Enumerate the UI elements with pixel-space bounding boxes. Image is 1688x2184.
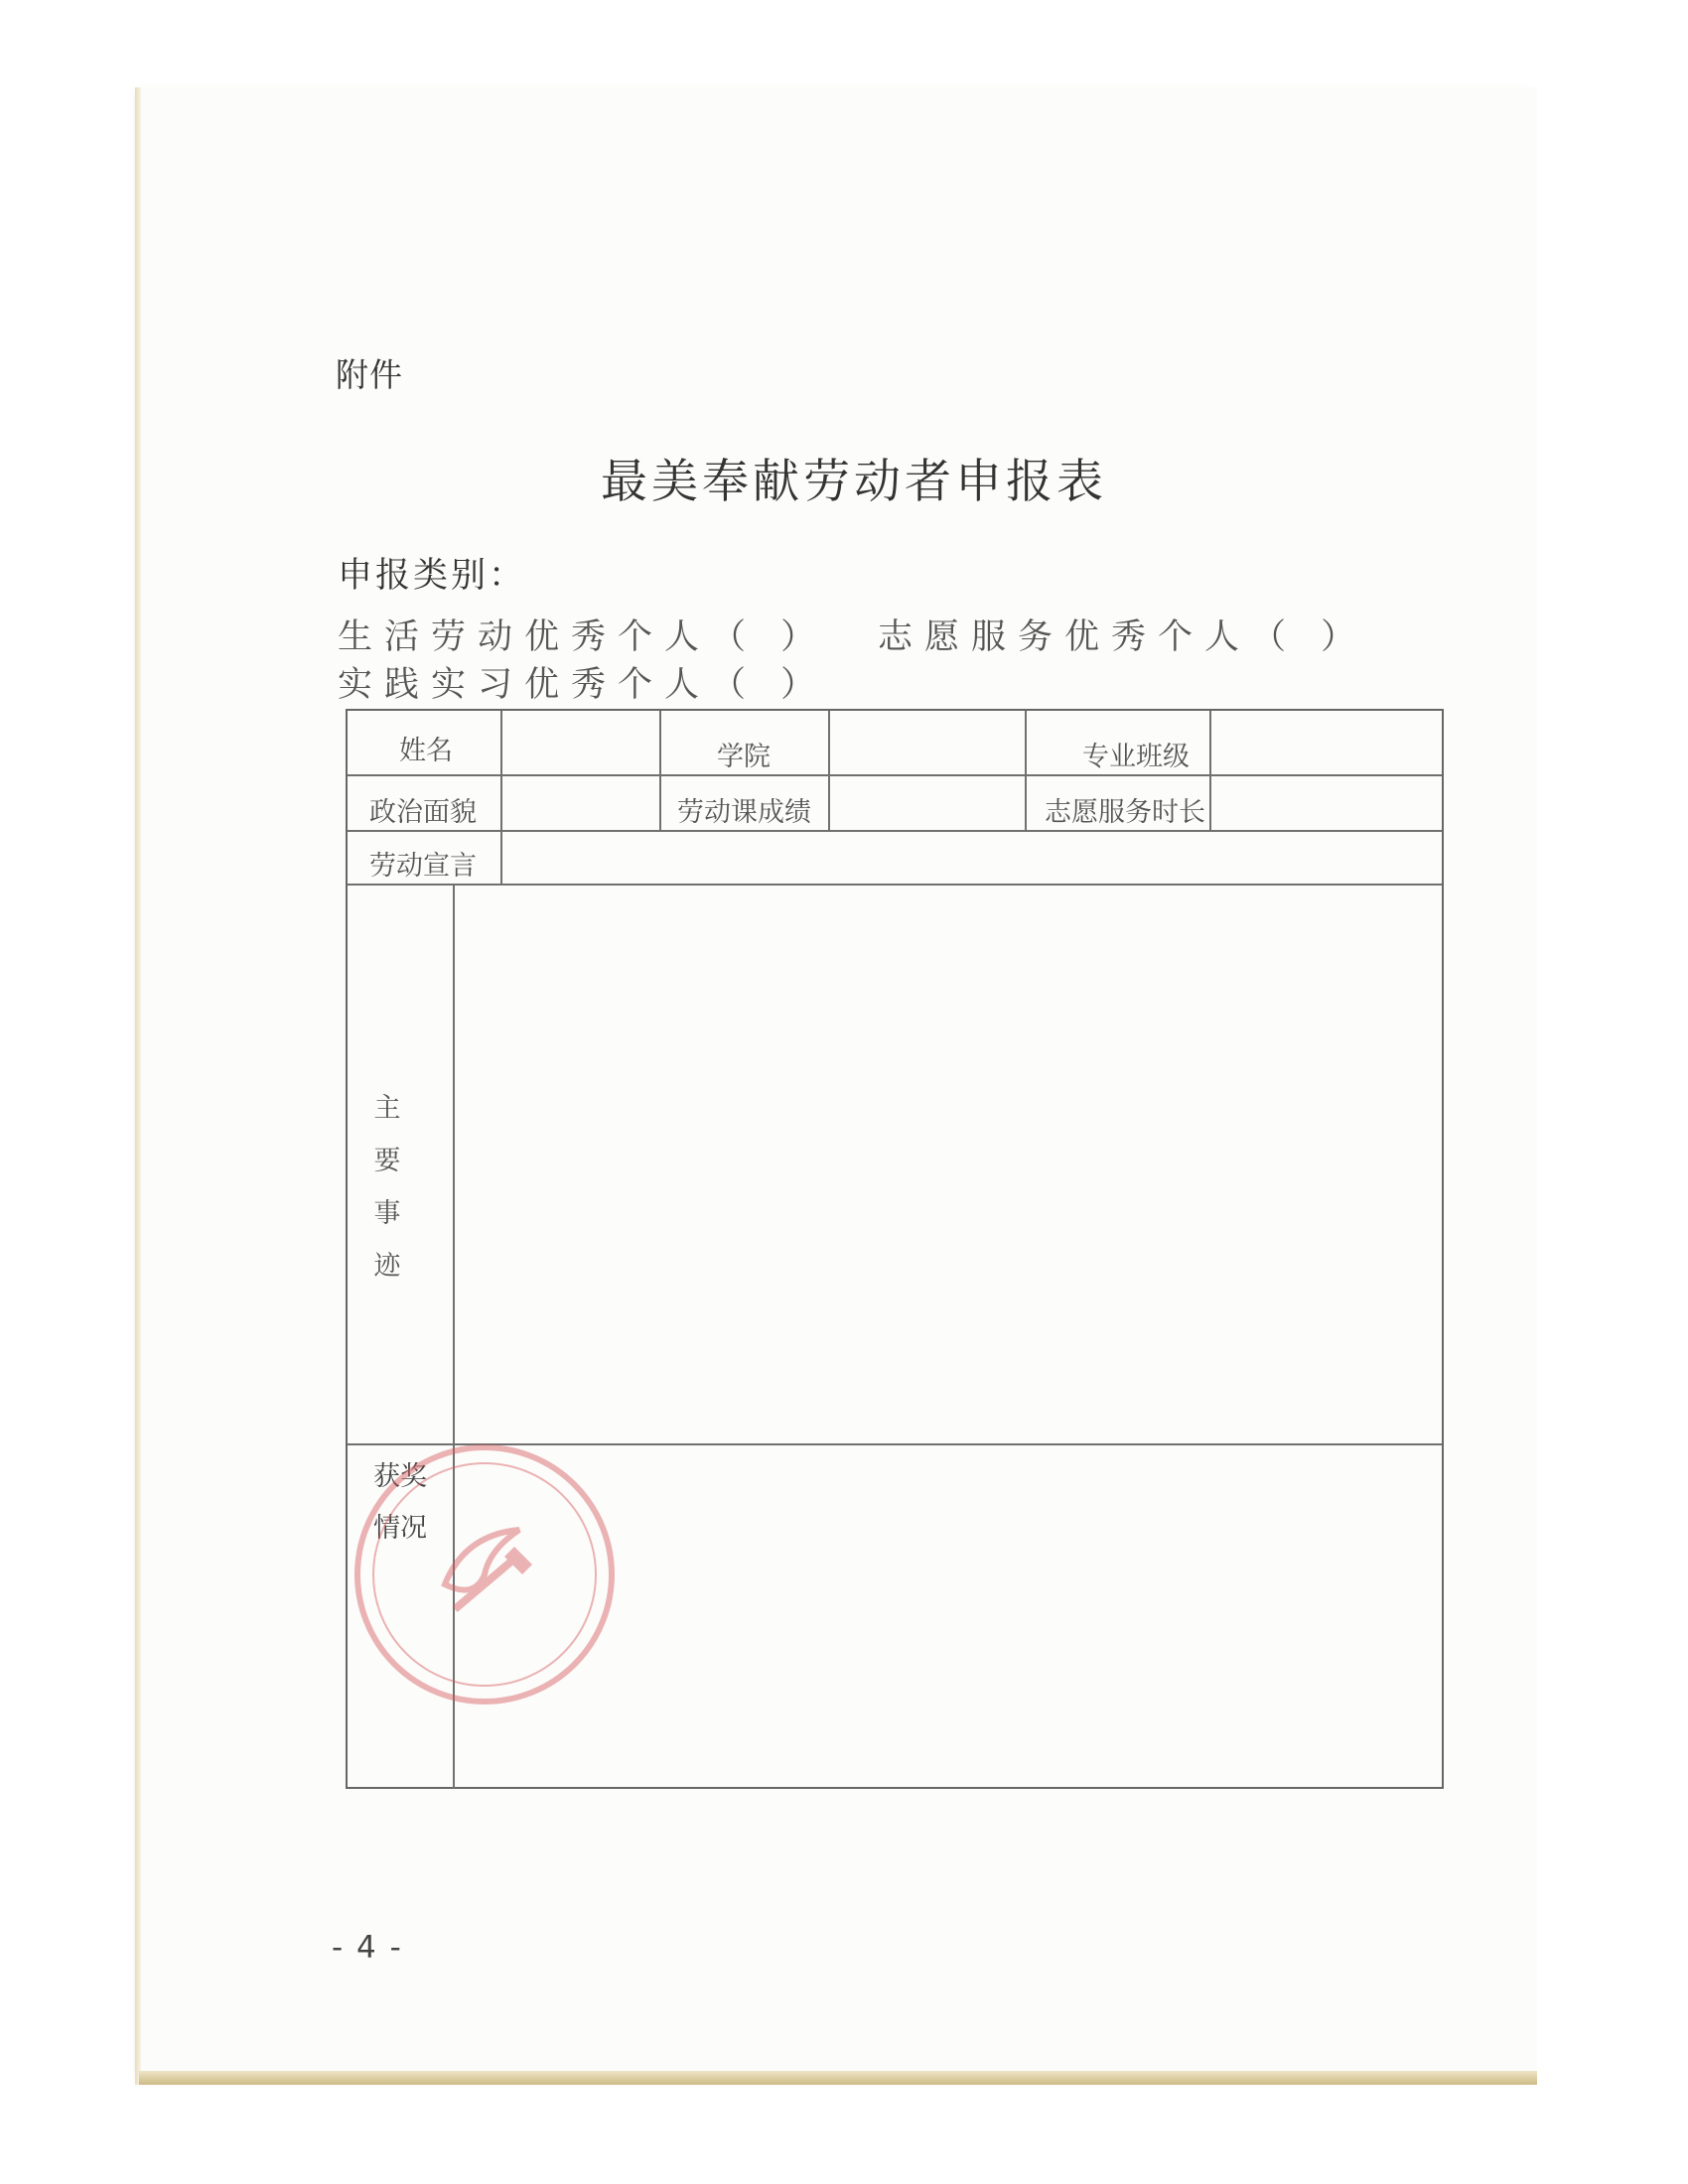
volunteer-hours-field[interactable] (1215, 778, 1438, 828)
page-number: - 4 - (332, 1930, 403, 1966)
main-deeds-label (367, 1082, 407, 1293)
sheet-left-edge (135, 87, 141, 2085)
name-field[interactable] (506, 715, 655, 772)
category-option-life-labor[interactable]: 生活劳动优秀个人（ ） (338, 617, 828, 657)
column-divider (1025, 711, 1027, 830)
college-label: 学院 (717, 742, 771, 772)
row-divider (348, 830, 1442, 832)
awards-label-line: 获奖 (373, 1461, 427, 1492)
college-field[interactable] (834, 715, 1021, 772)
volunteer-hours-label: 志愿服务时长 (1045, 797, 1205, 828)
attachment-label: 附件 (336, 355, 403, 394)
labor-grade-label: 劳动课成绩 (677, 797, 811, 828)
form-title: 最美奉献劳动者申报表 (601, 455, 1107, 509)
column-divider (828, 711, 830, 830)
labor-declaration-label: 劳动宣言 (369, 851, 477, 882)
official-seal (346, 1435, 624, 1713)
column-divider (500, 711, 502, 884)
political-status-field[interactable] (506, 778, 655, 828)
main-deeds-field[interactable] (459, 889, 1438, 1439)
political-status-label: 政治面貌 (369, 797, 477, 828)
party-emblem-icon (445, 1530, 532, 1609)
column-divider (1209, 711, 1211, 830)
row-divider (348, 884, 1442, 886)
labor-grade-field[interactable] (834, 778, 1021, 828)
main-deeds-label-char: 事 (373, 1198, 401, 1229)
name-label: 姓名 (399, 736, 453, 766)
category-heading: 申报类别： (338, 556, 527, 596)
major-class-field[interactable] (1215, 715, 1438, 772)
major-class-label: 专业班级 (1082, 742, 1190, 772)
main-deeds-label-char: 要 (373, 1146, 401, 1176)
awards-label-line: 情况 (373, 1513, 427, 1544)
column-divider (659, 711, 661, 830)
sheet-bottom-edge (139, 2071, 1537, 2085)
labor-declaration-field[interactable] (506, 834, 1438, 882)
main-deeds-label-char: 主 (373, 1093, 401, 1124)
category-option-internship[interactable]: 实践实习优秀个人（ ） (338, 665, 828, 705)
category-option-volunteer[interactable]: 志愿服务优秀个人（ ） (878, 617, 1368, 657)
main-deeds-label-char: 迹 (373, 1251, 401, 1282)
row-divider (348, 774, 1442, 776)
